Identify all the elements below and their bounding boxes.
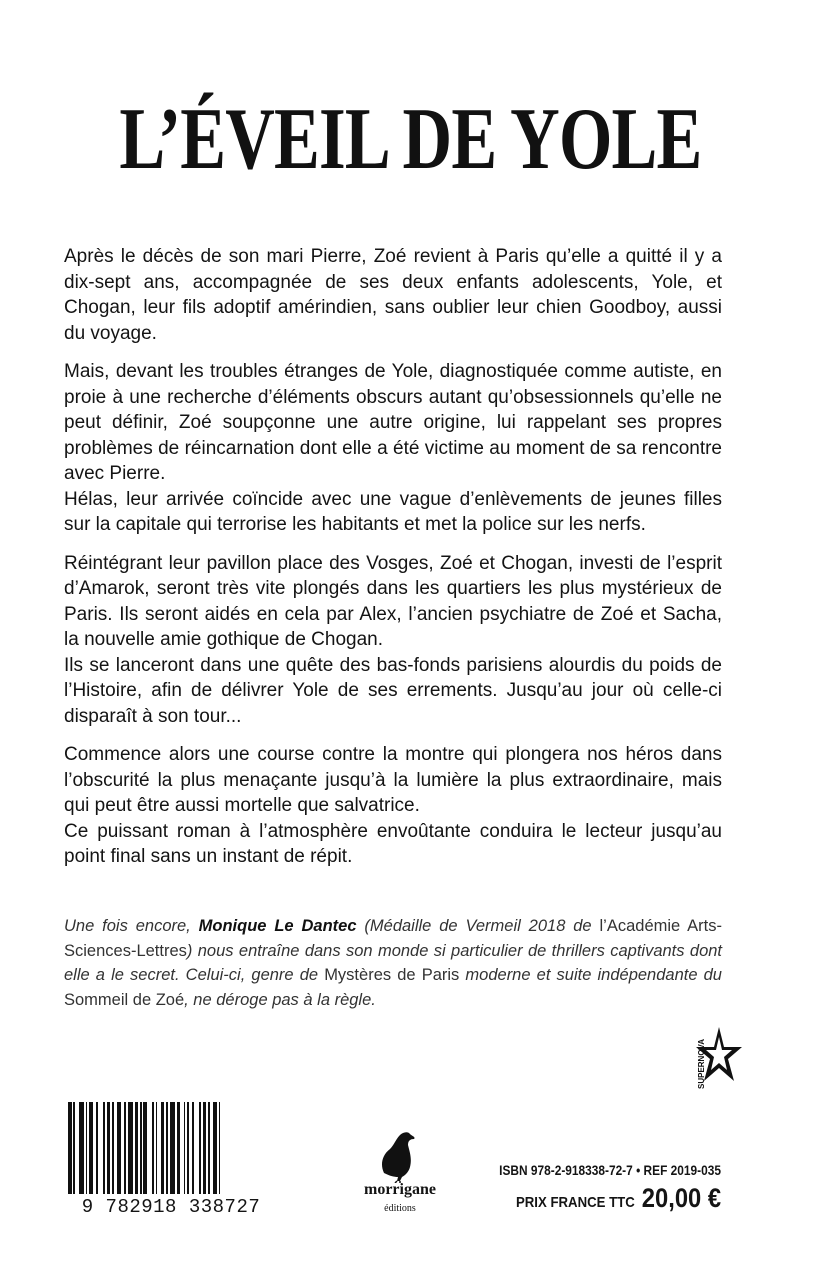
blurb-paragraph: Mais, devant les troubles étranges de Yole, diagnostiquée comme autiste, en proie à une recherche d’éléments obscurs autant qu’obsessionnels qu’elle ne peut définir, Zoé soupçonne une autre origine, lui rappelant ses propres problèmes de réincarnation dont elle a été victime au moment de sa rencontre avec Pierre. [64, 361, 722, 484]
price-value: 20,00 € [641, 1183, 721, 1213]
blurb-paragraph: Hélas, leur arrivée coïncide avec une vague d’enlèvements de jeunes filles sur la capitale qui terrorise les habitants et met la police sur les nerfs. [64, 488, 722, 535]
blurb-paragraph: Réintégrant leur pavillon place des Vosges, Zoé et Chogan, investi de l’esprit d’Amarok, seront très vite plongés dans les quartiers les plus mystérieux de Paris. Ils seront aidés en cela par Alex, l’ancien psychiatre de Zoé et Sacha, la nouvelle amie gothique de Chogan. [64, 552, 722, 650]
blurb-paragraph: Ce puissant roman à l’atmosphère envoûtante conduira le lecteur jusqu’au point final sans un instant de répit. [64, 820, 722, 867]
note-text: ) nous entraîne dans son monde si particulier de thrillers captivants dont elle a le secret. Celui-ci, genre de [64, 941, 722, 984]
author-note [64, 914, 722, 1012]
publisher-logo [340, 1125, 460, 1225]
blurb-paragraph: Commence alors une course contre la montre qui plongera nos héros dans l’obscurité la plus menaçante jusqu’à la lumière la plus extraordinaire, mais qui peut être aussi mortelle que salvatrice. [64, 744, 722, 816]
star-icon [694, 1025, 744, 1093]
crow-icon [340, 1125, 460, 1183]
barcode [62, 1098, 280, 1222]
collection-label: SUPERNOVA [697, 1038, 706, 1089]
barcode-bar [220, 1102, 225, 1194]
barcode-digits: 9 782918 338727 [81, 1196, 261, 1218]
publisher-subtitle: éditions [384, 1203, 416, 1214]
blurb-paragraph: Après le décès de son mari Pierre, Zoé revient à Paris qu’elle a quitté il y a dix-sept ans, accompagnée de ses deux enfants adolescents, Yole, et Chogan, leur fils adoptif amérindien, sans oublier leur chien Goodboy, aussi du voyage. [64, 246, 722, 344]
barcode-bars [68, 1102, 274, 1194]
book-title: L’ÉVEIL DE YOLE [119, 91, 702, 188]
academy-name: l’Académie Arts-Sciences-Lettres [64, 917, 723, 960]
note-text: moderne et suite indépendante du [459, 966, 722, 984]
blurb-paragraph: Ils se lanceront dans une quête des bas-fonds parisiens alourdis du poids de l’Histoire, afin de délivrer Yole de ses errements. Jusqu’au jour où celle-ci disparaît à son tour... [64, 654, 722, 727]
book-reference: Sommeil de Zoé [64, 990, 185, 1009]
back-cover-blurb [64, 244, 722, 870]
publisher-name: morrigane [364, 1181, 436, 1198]
note-text: (Médaille de Vermeil 2018 de [356, 917, 600, 935]
note-text: Une fois encore, [64, 917, 199, 935]
price-row [516, 1183, 721, 1214]
price-label: PRIX FRANCE TTC [515, 1194, 635, 1211]
author-name: Monique Le Dantec [198, 917, 357, 935]
note-text: , ne déroge pas à la règle. [184, 990, 376, 1009]
book-reference: Mystères de Paris [324, 966, 460, 984]
isbn-line: ISBN 978-2-918338-72-7 • REF 2019-035 [499, 1162, 721, 1178]
